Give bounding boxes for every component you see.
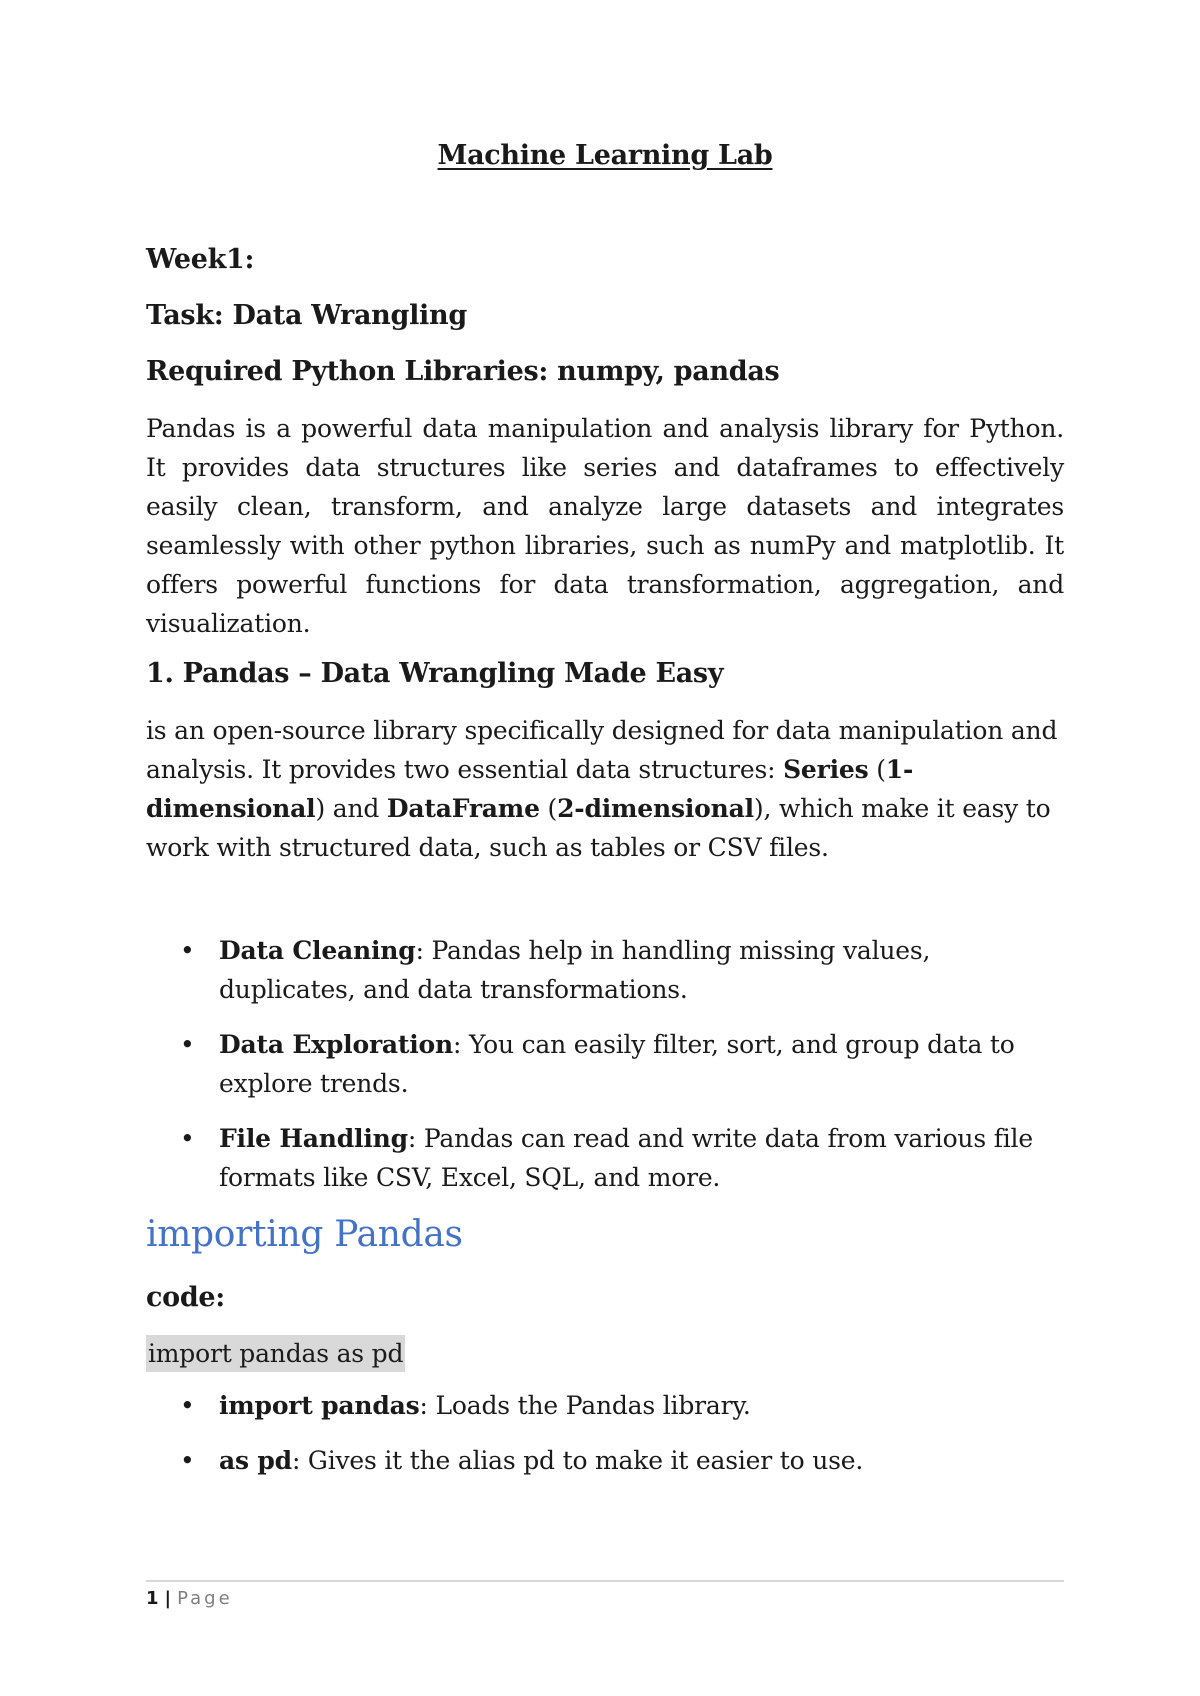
footer-text (146, 1588, 1064, 1609)
page-number: 1 (146, 1588, 159, 1609)
feature-desc: : You can easily filter, sort, and group data to explore trends. (219, 1030, 1015, 1098)
feature-term: Data Cleaning (219, 936, 416, 965)
feature-desc: : Pandas can read and write data from various file formats like CSV, Excel, SQL, and more. (219, 1124, 1033, 1192)
section-1-paragraph (146, 711, 1064, 867)
page-content (146, 140, 1064, 1496)
bullet-icon: • (180, 936, 195, 965)
feature-term: File Handling (219, 1124, 408, 1153)
code-block (146, 1335, 1064, 1386)
footer-divider (146, 1580, 1064, 1582)
bullet-icon: • (180, 1030, 195, 1059)
bullet-icon: • (180, 1391, 195, 1420)
week-heading: Week1: (146, 244, 255, 275)
note-term: as pd (219, 1446, 292, 1475)
page-label: Page (177, 1588, 233, 1609)
libraries-heading: Required Python Libraries: numpy, pandas (146, 356, 780, 387)
list-item (146, 1025, 1064, 1103)
bullet-icon: • (180, 1124, 195, 1153)
list-item (146, 1386, 1064, 1425)
section-1-text-d: ( (539, 794, 558, 823)
importing-heading: importing Pandas (146, 1214, 463, 1255)
task-heading: Task: Data Wrangling (146, 300, 467, 331)
code-line: import pandas as pd (146, 1335, 405, 1372)
footer-separator: | (164, 1588, 172, 1609)
document-title: Machine Learning Lab (437, 140, 773, 171)
note-desc: : Loads the Pandas library. (419, 1391, 751, 1420)
list-item (146, 931, 1064, 1009)
section-1-text-a: is an open-source library specifically designed for data manipulation and analysis. It provides two essential data structures: (146, 716, 1058, 784)
dataframe-dimension: 2-dimensional (557, 794, 754, 823)
dataframe-term: DataFrame (386, 794, 540, 823)
section-1-text-b: ( (868, 755, 886, 784)
code-label: code: (146, 1282, 225, 1313)
feature-term: Data Exploration (219, 1030, 454, 1059)
intro-paragraph: Pandas is a powerful data manipulation and analysis library for Python. It provides data structures like series and dataframes to effectively easily clean, transform, and analyze large datasets and integrates seamlessly with other python libraries, such as numPy and matplotlib. It offers powerful functions for data transformation, aggregation, and visualization. (146, 414, 1064, 638)
section-1-text-c: ) and (315, 794, 387, 823)
page-footer (146, 1580, 1064, 1609)
series-dimension: 1-dimensional (146, 755, 914, 823)
note-desc: : Gives it the alias pd to make it easier to use. (291, 1446, 864, 1475)
import-notes-list (146, 1386, 1064, 1480)
section-1-heading: 1. Pandas – Data Wrangling Made Easy (146, 658, 724, 689)
series-term: Series (783, 755, 869, 784)
bullet-icon: • (180, 1446, 195, 1475)
list-item (146, 1119, 1064, 1197)
section-1-text-e: ), which make it easy to work with structured data, such as tables or CSV files. (146, 794, 1051, 862)
feature-desc: : Pandas help in handling missing values, duplicates, and data transformations. (219, 936, 931, 1004)
features-list (146, 931, 1064, 1197)
list-item (146, 1441, 1064, 1480)
note-term: import pandas (219, 1391, 420, 1420)
